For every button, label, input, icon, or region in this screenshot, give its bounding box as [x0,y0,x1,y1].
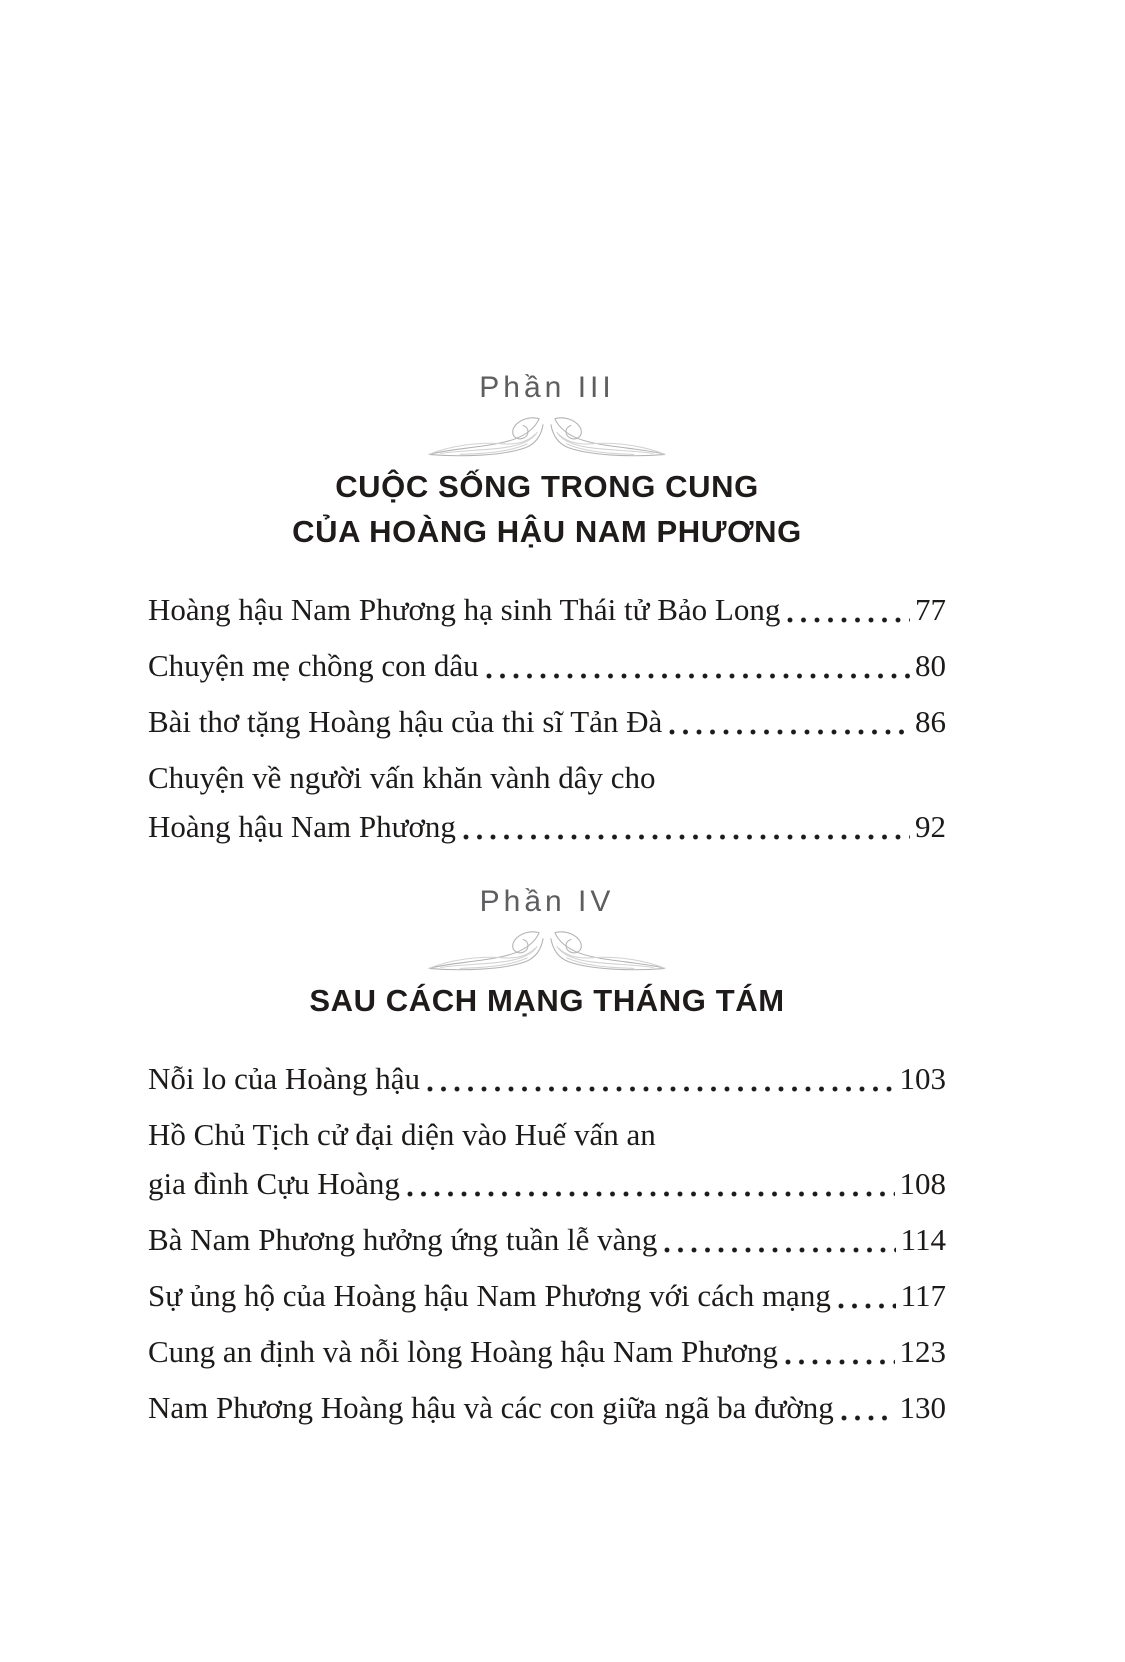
section-title-line: CỦA HOÀNG HẬU NAM PHƯƠNG [292,514,802,549]
toc-entry-title: Hoàng hậu Nam Phương [148,809,456,844]
page-number: 86 [915,704,946,739]
toc-entry-continued[interactable] [148,756,946,799]
page-number: 117 [900,1278,946,1313]
toc-entry[interactable] [148,588,946,631]
toc-section [148,884,946,1429]
toc-entry[interactable] [148,700,946,743]
section-title-line: SAU CÁCH MẠNG THÁNG TÁM [309,983,785,1018]
dot-leader [486,644,910,687]
toc-entries [148,1057,946,1429]
toc-entry[interactable] [148,1330,946,1373]
dot-leader [669,700,910,743]
toc-entry-title: Nỗi lo của Hoàng hậu [148,1061,421,1096]
dot-leader [463,805,910,848]
dot-leader [427,1057,894,1100]
toc-entry-title: Bài thơ tặng Hoàng hậu của thi sĩ Tản Đà [148,704,663,739]
dot-leader [838,1274,896,1317]
toc-entry-title: Hoàng hậu Nam Phương hạ sinh Thái tử Bảo Long [148,592,781,627]
page-number: 123 [899,1334,946,1369]
toc-entry[interactable] [148,1386,946,1429]
toc-entry[interactable] [148,644,946,687]
toc-entry-title: Hồ Chủ Tịch cử đại diện vào Huế vấn an [148,1117,656,1152]
dot-leader [407,1162,895,1205]
toc-entry[interactable] [148,1274,946,1317]
table-of-contents [148,0,946,1442]
toc-entry-title: Bà Nam Phương hưởng ứng tuần lễ vàng [148,1222,658,1257]
toc-entry-title: Nam Phương Hoàng hậu và các con giữa ngã ba đường [148,1390,834,1425]
toc-entry-title: Sự ủng hộ của Hoàng hậu Nam Phương với cách mạng [148,1278,831,1313]
section-title [148,464,946,554]
toc-entry-continued[interactable] [148,1113,946,1156]
toc-entries [148,588,946,848]
floral-flourish-divider-icon [148,414,946,460]
dot-leader [787,588,910,631]
toc-entry[interactable] [148,1057,946,1100]
toc-entry-title: Chuyện mẹ chồng con dâu [148,648,479,683]
dot-leader [664,1218,895,1261]
page-number: 130 [899,1390,946,1425]
section-label: Phần III [479,371,615,404]
dot-leader [785,1330,895,1373]
page-number: 114 [900,1222,946,1257]
toc-entry[interactable] [148,1162,946,1205]
page-number: 103 [899,1061,946,1096]
section-title-line: CUỘC SỐNG TRONG CUNG [335,469,759,504]
section-label: Phần IV [479,885,615,918]
page-number: 92 [915,809,946,844]
toc-entry[interactable] [148,805,946,848]
section-title [148,978,946,1023]
page-number: 77 [915,592,946,627]
toc-section [148,370,946,848]
toc-entry[interactable] [148,1218,946,1261]
toc-entry-title: gia đình Cựu Hoàng [148,1166,400,1201]
toc-entry-title: Cung an định và nỗi lòng Hoàng hậu Nam Phương [148,1334,778,1369]
page-number: 80 [915,648,946,683]
dot-leader [841,1386,895,1429]
floral-flourish-divider-icon [148,928,946,974]
toc-entry-title: Chuyện về người vấn khăn vành dây cho [148,760,656,795]
page-number: 108 [899,1166,946,1201]
